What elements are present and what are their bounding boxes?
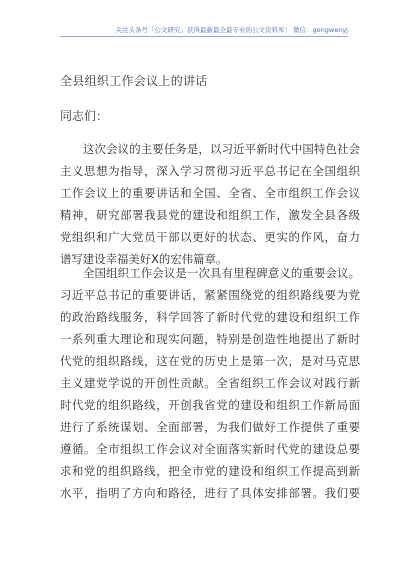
paragraph-line: 党组织和广大党员干部以更好的状态、更实的作风，奋力	[60, 230, 360, 244]
paragraph-line: 习近平总书记的重要讲话，紧紧围绕党的组织路线要为党	[60, 288, 360, 302]
paragraph-line: 这次会议的主要任务是，以习近平新时代中国特色社会	[83, 142, 360, 156]
paragraph-line: 工作会议上的重要讲话和全国、全省、全市组织工作会议	[60, 186, 360, 200]
paragraph-line: 的政治路线服务，科学回答了新时代党的建设和组织工作	[60, 310, 360, 324]
document-title: 全县组织工作会议上的讲话	[60, 74, 208, 88]
paragraph-line: 谱写建设幸福美好X的宏伟篇章。	[60, 252, 228, 266]
paragraph-line: 时代党的组织路线，开创我省党的建设和组织工作新局面	[60, 398, 360, 412]
paragraph-line: 求和党的组织路线，把全市党的建设和组织工作提高到新	[60, 464, 360, 478]
header-banner: 关注头条号「公文研究」获得最新最全最专业的公文资料库！ 微信：gongwenyj	[115, 26, 348, 34]
paragraph-line: 精神，研究部署我县党的建设和组织工作，激发全县各级	[60, 208, 360, 222]
paragraph-2	[60, 262, 360, 504]
paragraph-1	[60, 138, 360, 270]
paragraph-line: 主义建党学说的开创性贡献。全省组织工作会议对践行新	[60, 376, 360, 390]
paragraph-line: 水平，指明了方向和路径，进行了具体安排部署。我们要	[60, 486, 360, 500]
paragraph-line: 一系列重大理论和现实问题，特别是创造性地提出了新时	[60, 332, 360, 346]
header-divider	[60, 36, 348, 37]
paragraph-line: 进行了系统谋划、全面部署，为我们做好工作提供了重要	[60, 420, 360, 434]
paragraph-line: 全国组织工作会议是一次具有里程碑意义的重要会议。	[83, 266, 360, 280]
paragraph-line: 代党的组织路线，这在党的历史上是第一次，是对马克思	[60, 354, 360, 368]
salutation: 同志们：	[60, 109, 109, 123]
paragraph-line: 遵循。全市组织工作会议对全面落实新时代党的建设总要	[60, 442, 360, 456]
paragraph-line: 主义思想为指导，深入学习贯彻习近平总书记在全国组织	[60, 164, 360, 178]
